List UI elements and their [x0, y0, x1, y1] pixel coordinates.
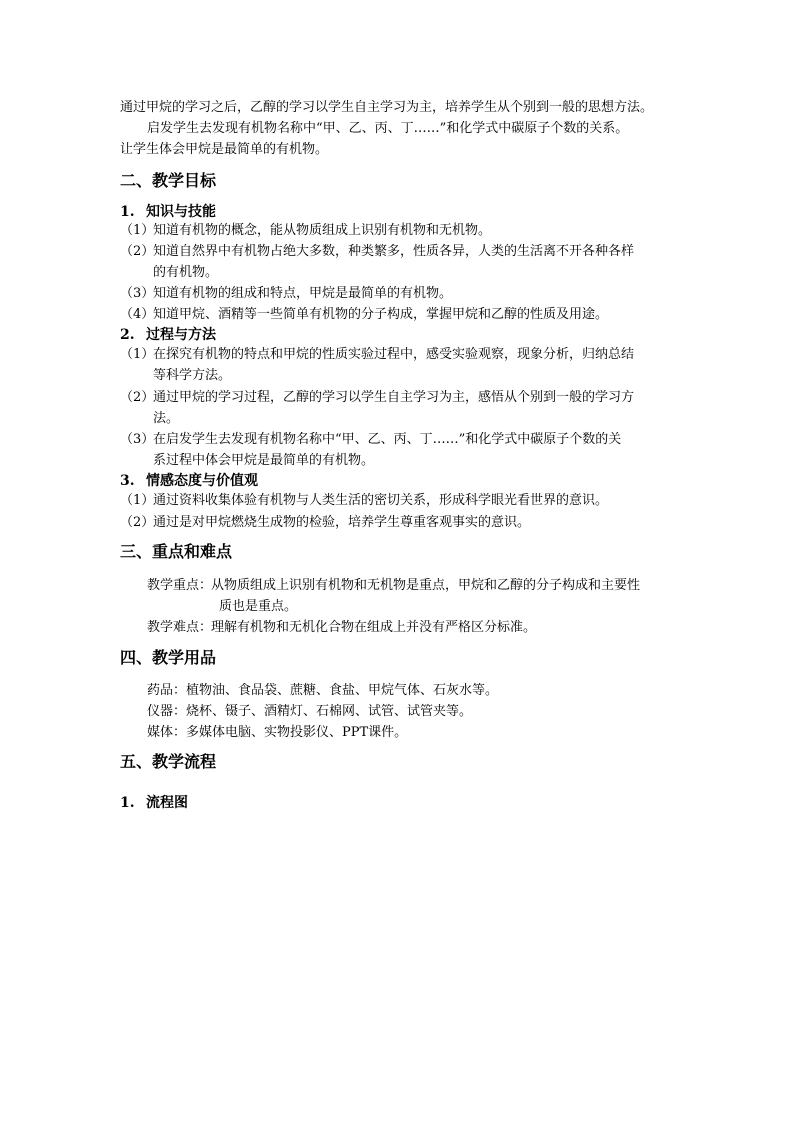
- list-item: [120, 492, 608, 510]
- section-title-key-points: 三、重点和难点: [120, 542, 233, 561]
- item-text: 知道有机物的概念，能从物质组成上识别有机物和无机物。: [153, 223, 492, 238]
- item-number: （1）: [120, 347, 155, 362]
- subsection-number: 1.: [120, 204, 135, 220]
- list-item: [120, 306, 608, 324]
- intro-line-3: 让学生体会甲烷是最简单的有机物。: [120, 142, 329, 157]
- subsection-title: 知识与技能: [146, 204, 216, 220]
- subsection-number: 3.: [120, 473, 135, 489]
- item-text: 知道自然界中有机物占绝大多数，种类繁多，性质各异，人类的生活离不开各种各样: [153, 244, 635, 259]
- subsection-heading-knowledge: [120, 202, 216, 222]
- section-title-objectives: 二、教学目标: [120, 171, 217, 190]
- difficulty-label: 教学难点：: [147, 620, 213, 635]
- item-text: 通过甲烷的学习过程，乙醇的学习以学生自主学习为主，感悟从个别到一般的学习方: [153, 390, 635, 405]
- section-title-supplies: 四、教学用品: [120, 648, 217, 667]
- difficulty-text: 理解有机物和无机化合物在组成上并没有严格区分标准。: [211, 620, 537, 635]
- subsection-number: 1.: [120, 795, 135, 811]
- item-text: 通过资料收集体验有机物与人类生活的密切关系，形成科学眼光看世界的意识。: [153, 493, 609, 508]
- item-text: 知道甲烷、酒精等一些简单有机物的分子构成，掌握甲烷和乙醇的性质及用途。: [153, 307, 609, 322]
- subsection-heading-flowchart: [120, 793, 188, 813]
- subsection-heading-attitude: [120, 471, 258, 491]
- key-point-text: 从物质组成上识别有机物和无机物是重点，甲烷和乙醇的分子构成和主要性: [211, 578, 641, 593]
- item-continuation: 系过程中体会甲烷是最简单的有机物。: [153, 453, 375, 468]
- item-number: （2）: [120, 390, 155, 405]
- item-continuation: 法。: [153, 411, 180, 426]
- supplies-line: 媒体：多媒体电脑、实物投影仪、PPT课件。: [147, 725, 408, 740]
- item-number: （1）: [120, 493, 155, 508]
- item-text: 知道有机物的组成和特点，甲烷是最简单的有机物。: [153, 286, 453, 301]
- item-continuation: 的有机物。: [153, 265, 219, 280]
- item-number: （1）: [120, 223, 155, 238]
- list-item: [120, 222, 491, 240]
- item-number: （3）: [120, 286, 155, 301]
- key-point-line: [147, 577, 640, 595]
- list-item: [120, 285, 452, 303]
- intro-line-1: 通过甲烷的学习之后，乙醇的学习以学生自主学习为主，培养学生从个别到一般的思想方法。: [120, 100, 654, 115]
- difficulty-line: [147, 619, 536, 637]
- list-item: [120, 389, 634, 407]
- subsection-heading-process: [120, 325, 216, 345]
- supplies-line: 仪器：烧杯、镊子、酒精灯、石棉网、试管、试管夹等。: [147, 704, 473, 719]
- key-point-label: 教学重点：: [147, 578, 213, 593]
- subsection-number: 2.: [120, 327, 135, 343]
- item-text: 在启发学生去发现有机物名称中“甲、乙、丙、丁……”和化学式中碳原子个数的关: [153, 432, 622, 447]
- item-number: （2）: [120, 515, 155, 530]
- item-number: （3）: [120, 432, 155, 447]
- list-item: [120, 514, 530, 532]
- subsection-title: 流程图: [146, 795, 188, 811]
- item-continuation: 等科学方法。: [153, 368, 232, 383]
- supplies-line: 药品：植物油、食品袋、蔗糖、食盐、甲烷气体、石灰水等。: [147, 683, 499, 698]
- intro-line-2: 启发学生去发现有机物名称中“甲、乙、丙、丁……”和化学式中碳原子个数的关系。: [147, 121, 629, 136]
- subsection-title: 过程与方法: [146, 327, 216, 343]
- subsection-title: 情感态度与价值观: [146, 473, 258, 489]
- item-text: 在探究有机物的特点和甲烷的性质实验过程中，感受实验观察，现象分析，归纳总结: [153, 347, 635, 362]
- list-item: [120, 346, 634, 364]
- item-number: （4）: [120, 307, 155, 322]
- section-title-flow: 五、教学流程: [120, 752, 217, 771]
- key-point-continuation: 质也是重点。: [219, 599, 298, 614]
- list-item: [120, 431, 621, 449]
- item-number: （2）: [120, 244, 155, 259]
- item-text: 通过是对甲烷燃烧生成物的检验，培养学生尊重客观事实的意识。: [153, 515, 531, 530]
- list-item: [120, 243, 634, 261]
